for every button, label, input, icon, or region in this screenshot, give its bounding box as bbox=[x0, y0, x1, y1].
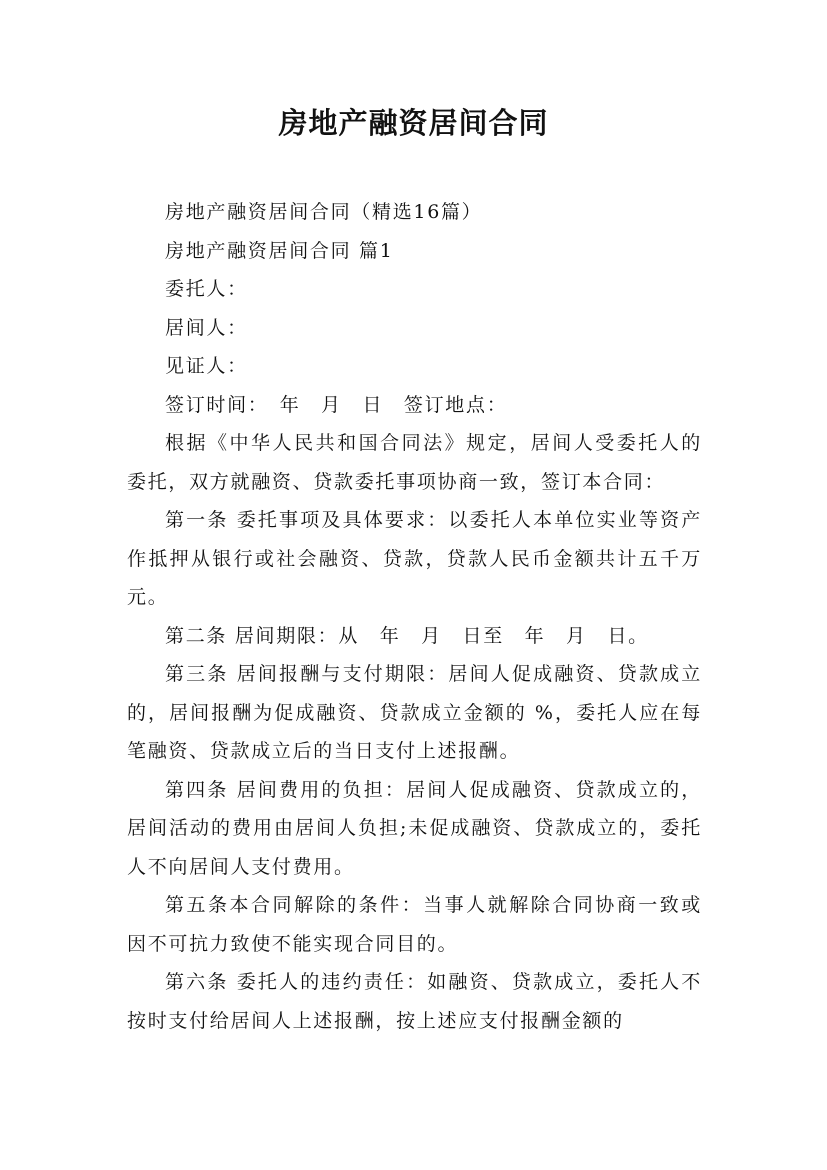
paragraph-preamble: 根据《中华人民共和国合同法》规定，居间人受委托人的委托，双方就融资、贷款委托事项协商一致，签订本合同： bbox=[127, 432, 702, 493]
paragraph-client: 委托人： bbox=[165, 278, 248, 300]
document-body bbox=[127, 193, 702, 1040]
paragraph-article-6: 第六条 委托人的违约责任：如融资、贷款成立，委托人不按时支付给居间人上述报酬，按上述应支付报酬金额的 bbox=[127, 971, 702, 1032]
paragraph-article-4: 第四条 居间费用的负担：居间人促成融资、贷款成立的，居间活动的费用由居间人负担;未促成融资、贷款成立的，委托人不向居间人支付费用。 bbox=[127, 778, 702, 878]
paragraph-article-1: 第一条 委托事项及具体要求：以委托人本单位实业等资产作抵押从银行或社会融资、贷款，贷款人民币金额共计五千万元。 bbox=[127, 509, 702, 608]
paragraph-subtitle: 房地产融资居间合同（精选16篇） bbox=[165, 201, 483, 223]
paragraph-article-2: 第二条 居间期限：从 年 月 日至 年 月 日。 bbox=[165, 624, 649, 647]
paragraph-intermediary: 居间人： bbox=[165, 316, 248, 339]
paragraph-article-3: 第三条 居间报酬与支付期限：居间人促成融资、贷款成立的，居间报酬为促成融资、贷款成立金额的 %，委托人应在每笔融资、贷款成立后的当日支付上述报酬。 bbox=[127, 663, 702, 762]
paragraph-section-heading: 房地产融资居间合同 篇1 bbox=[165, 239, 394, 262]
paragraph-signing-info: 签订时间： 年 月 日 签订地点： bbox=[165, 393, 508, 416]
document-title: 房地产融资居间合同 bbox=[278, 106, 549, 140]
paragraph-witness: 见证人： bbox=[165, 355, 248, 377]
paragraph-article-5: 第五条本合同解除的条件：当事人就解除合同协商一致或因不可抗力致使不能实现合同目的。 bbox=[127, 894, 702, 955]
